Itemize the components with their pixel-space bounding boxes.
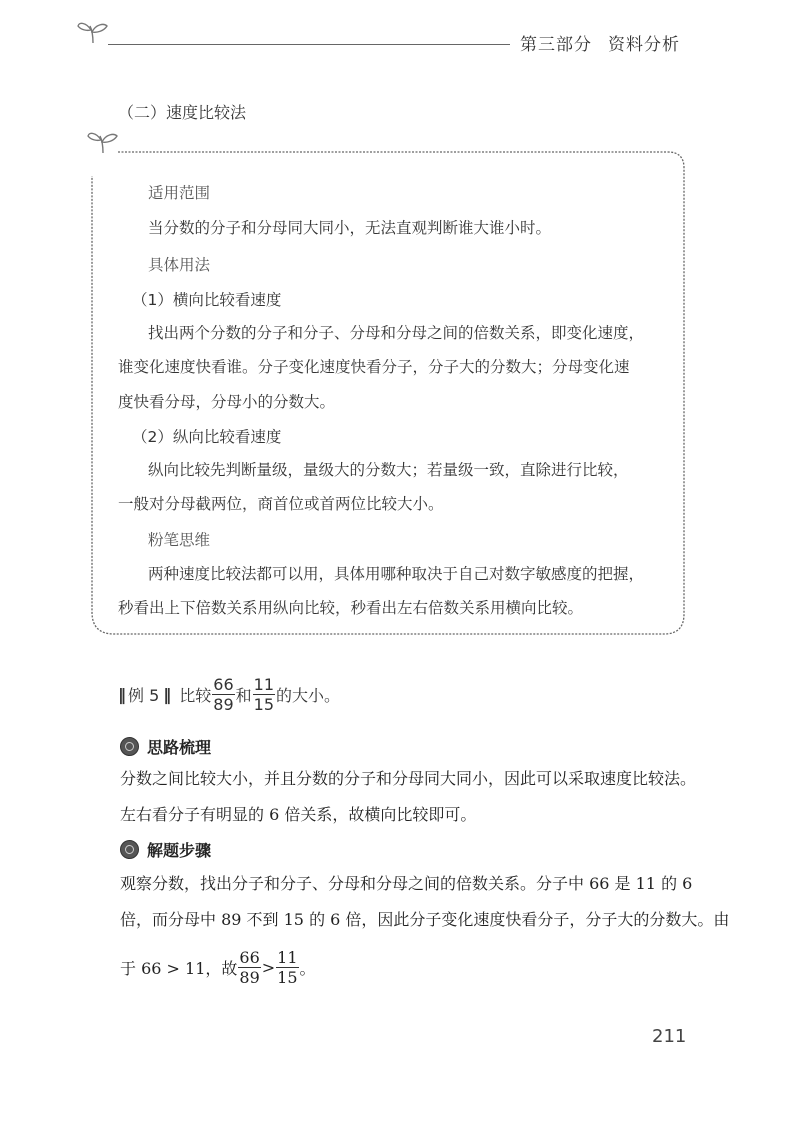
- example-suffix: 的大小。: [276, 685, 341, 705]
- method1-line3: 度快看分母，分母小的分数大。: [118, 393, 336, 411]
- fraction-numerator: 11: [253, 674, 275, 694]
- example-heading: [118, 672, 340, 716]
- tip-heading: 粉笔思维: [148, 531, 211, 549]
- header-title: 资料分析: [608, 35, 680, 55]
- example-mid: 和: [235, 685, 252, 705]
- fraction-denominator: 15: [253, 694, 275, 714]
- fraction-denominator: 89: [213, 694, 234, 714]
- bullet-icon: [120, 840, 139, 859]
- bullet-icon: [120, 737, 139, 756]
- fraction-denominator: 89: [239, 967, 260, 987]
- example-label: 例 5: [128, 685, 160, 705]
- solution-title: 解题步骤: [147, 841, 212, 860]
- greater-than-sign: >: [261, 957, 276, 977]
- analysis-title: 思路梳理: [147, 738, 212, 757]
- header-rule: [108, 44, 510, 45]
- method2-line1: 纵向比较先判断量级，量级大的分数大；若量级一致，直除进行比较，: [148, 461, 629, 479]
- method1-line1: 找出两个分数的分子和分子、分母和分母之间的倍数关系，即变化速度，: [148, 324, 645, 342]
- solution-line2: 倍，而分母中 89 不到 15 的 6 倍，因此分子变化速度快看分子，分子大的分数大。由: [120, 910, 730, 929]
- method1-line2: 谁变化速度快看谁。分子变化速度快看分子，分子大的分数大；分母变化速: [118, 358, 630, 376]
- solution-line1: 观察分数，找出分子和分子、分母和分母之间的倍数关系。分子中 66 是 11 的 6: [120, 874, 693, 893]
- method2-title: （2）纵向比较看速度: [132, 428, 282, 446]
- scope-text: 当分数的分子和分母同大同小，无法直观判断谁大谁小时。: [148, 219, 552, 237]
- solution-end: 。: [299, 958, 316, 978]
- example-bar-right: ‖: [163, 684, 170, 704]
- solution-line3-prefix: 于 66 > 11，故: [120, 958, 238, 978]
- analysis-line2: 左右看分子有明显的 6 倍关系，故横向比较即可。: [120, 805, 477, 824]
- solution-heading: [120, 838, 211, 861]
- analysis-line1: 分数之间比较大小，并且分数的分子和分母同大同小，因此可以采取速度比较法。: [120, 769, 697, 788]
- tip-line2: 秒看出上下倍数关系用纵向比较，秒看出左右倍数关系用横向比较。: [118, 599, 584, 617]
- fraction-numerator: 66: [239, 947, 260, 967]
- header-part: 第三部分: [520, 35, 592, 55]
- running-header: [520, 30, 680, 55]
- sprout-icon: [76, 18, 110, 44]
- solution-fraction-2: [276, 948, 298, 987]
- fraction-denominator: 15: [277, 967, 298, 987]
- method1-title: （1）横向比较看速度: [132, 291, 282, 309]
- solution-line3: [120, 944, 316, 990]
- fraction-numerator: 11: [277, 947, 298, 967]
- example-fraction-2: [253, 675, 275, 714]
- section-title: （二）速度比较法: [118, 103, 247, 122]
- solution-fraction-1: [238, 948, 260, 987]
- example-prefix: 比较: [179, 685, 212, 705]
- scope-heading: 适用范围: [148, 184, 211, 202]
- usage-heading: 具体用法: [148, 256, 211, 274]
- fraction-numerator: 66: [213, 674, 234, 694]
- tip-line1: 两种速度比较法都可以用，具体用哪种取决于自己对数字敏感度的把握，: [148, 565, 645, 583]
- analysis-heading: [120, 735, 211, 758]
- example-bar-left: ‖: [118, 684, 124, 704]
- method2-line2: 一般对分母截两位，商首位或首两位比较大小。: [118, 495, 444, 513]
- page-number: 211: [652, 1026, 687, 1047]
- example-fraction-1: [212, 675, 234, 714]
